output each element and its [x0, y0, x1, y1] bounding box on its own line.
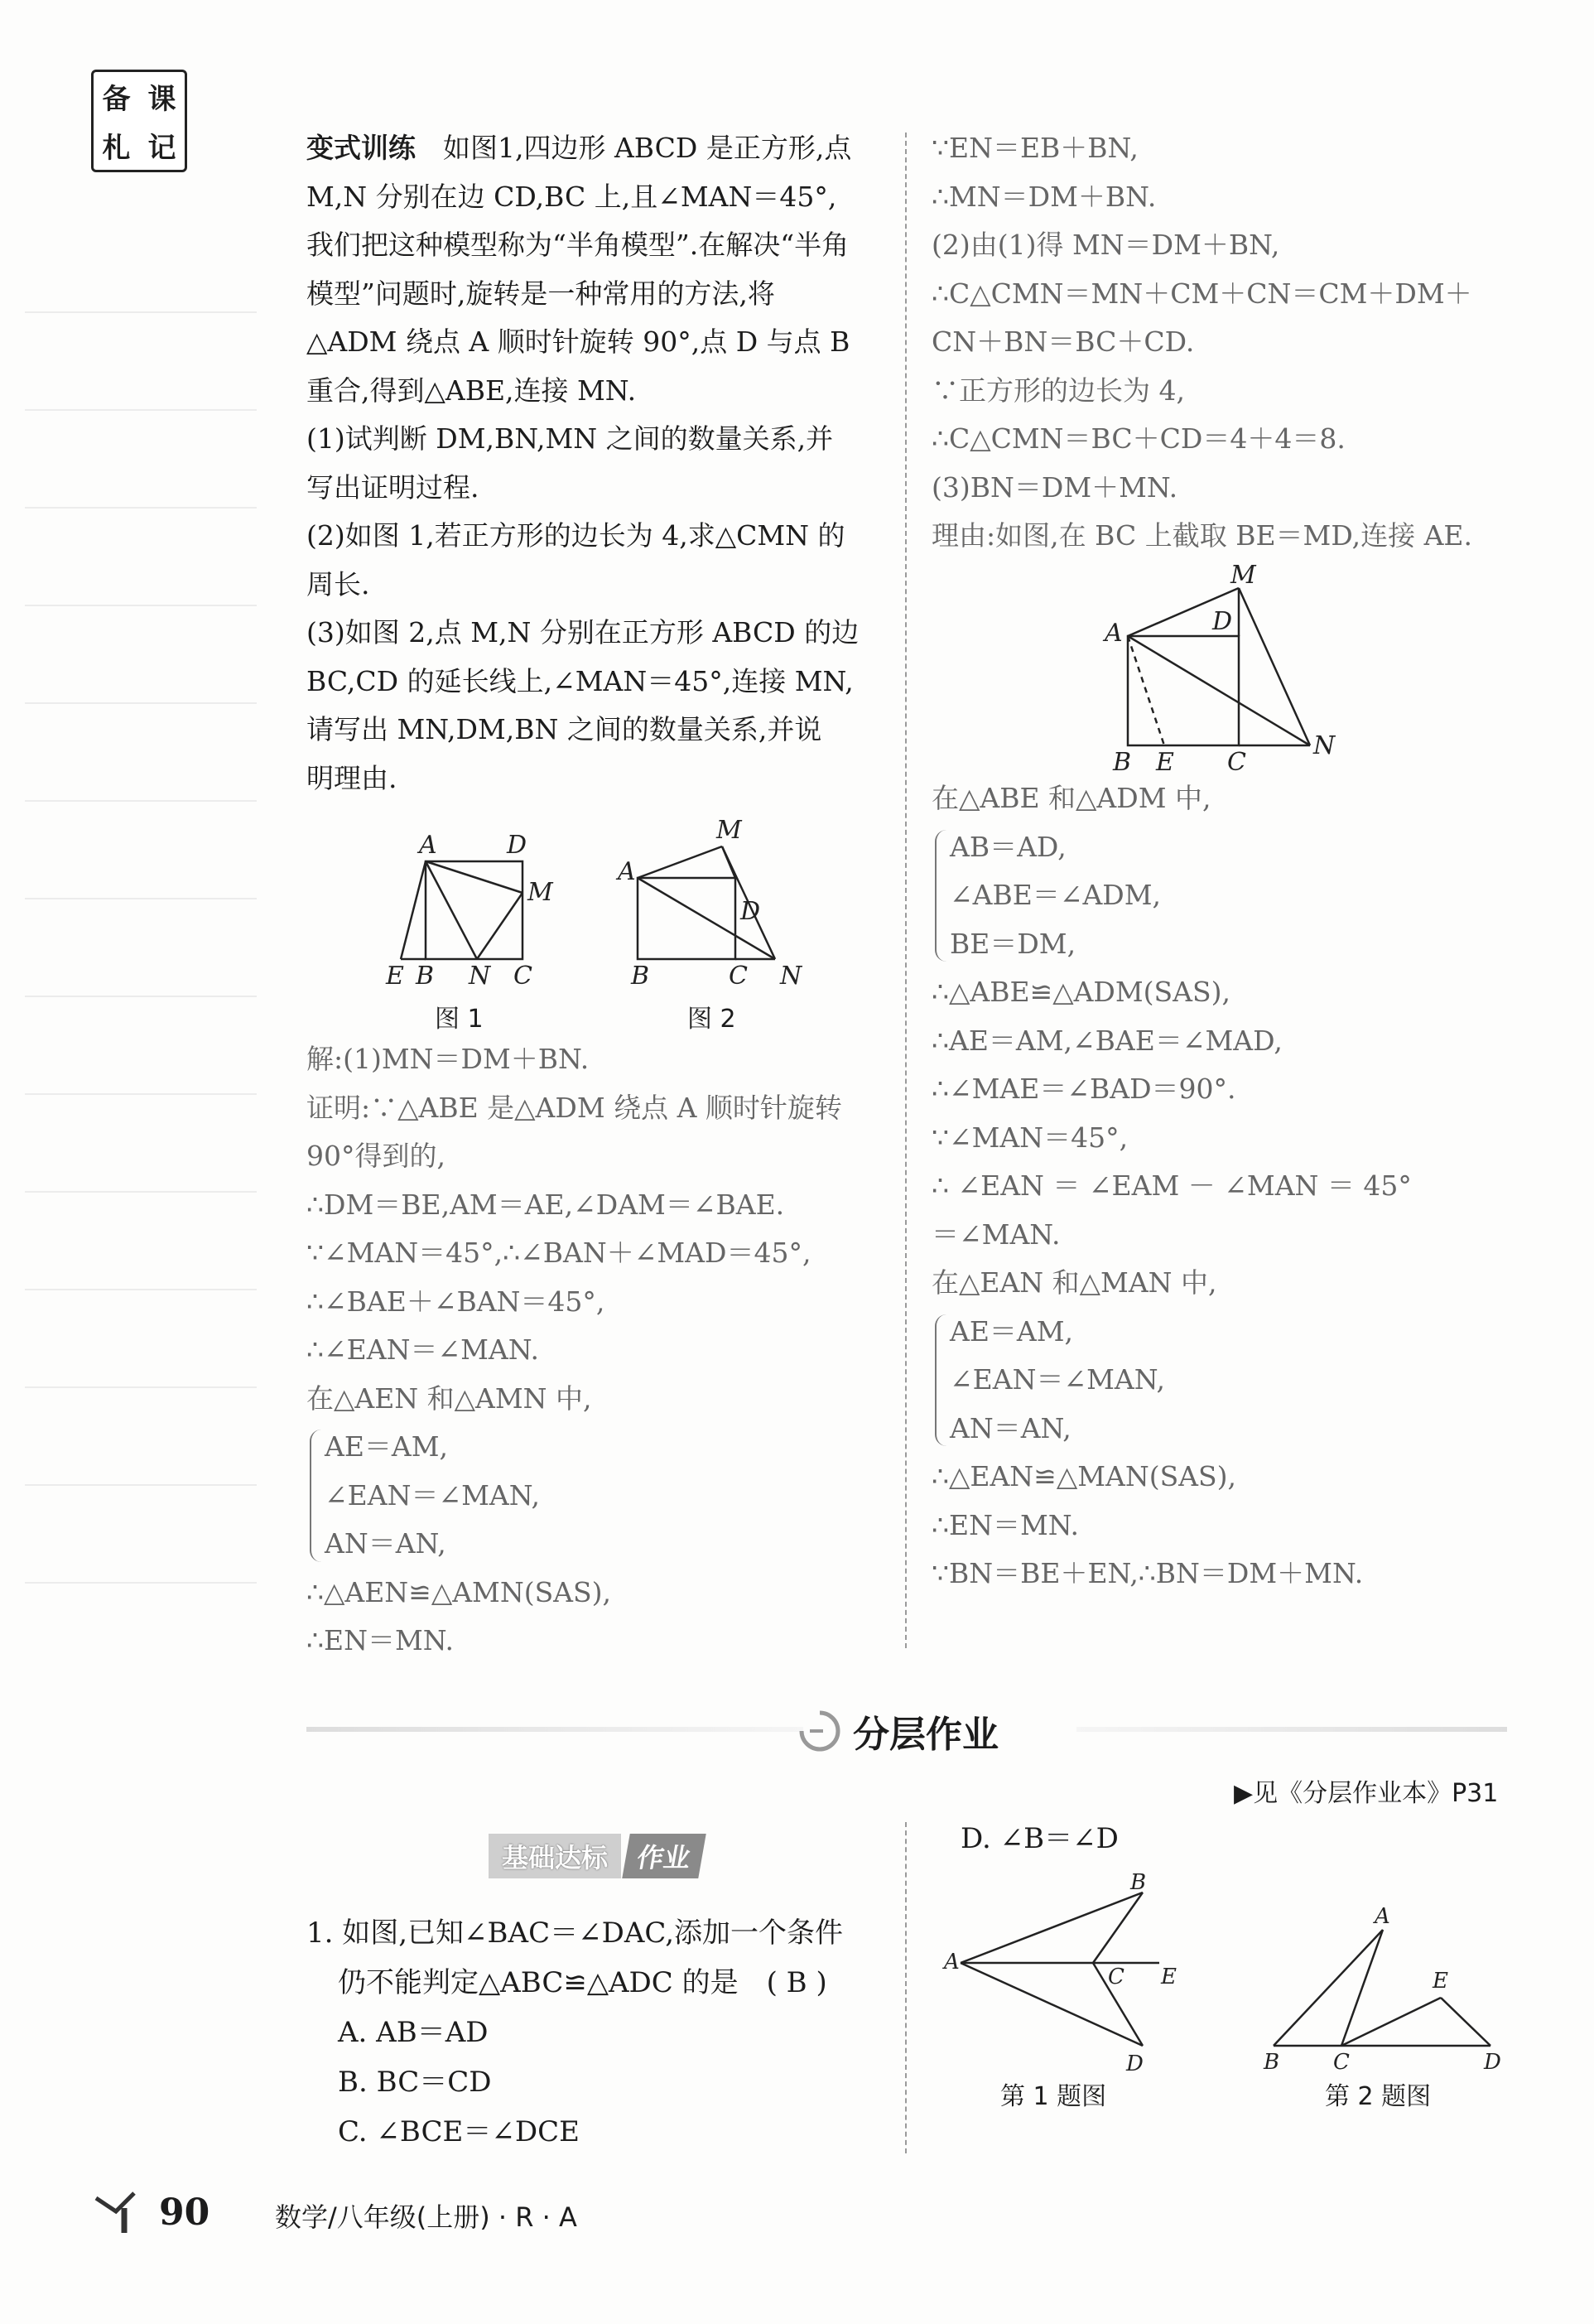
solution-line: ∴∠BAE＋∠BAN＝45°, [306, 1285, 605, 1318]
variant-problem [306, 124, 886, 803]
svg-text:A: A [1375, 1905, 1390, 1929]
problem-line: 写出证明过程. [306, 470, 479, 504]
problem-line: 请写出 MN,DM,BN 之间的数量关系,并说 [306, 713, 822, 745]
solution-part-2 [932, 124, 1528, 561]
svg-text:B: B [1130, 1870, 1147, 1895]
svg-text:A: A [419, 831, 437, 860]
solution-line: ∵BN＝BE＋EN,∴BN＝DM＋MN. [932, 1557, 1364, 1589]
solution-line: ＝∠MAN. [932, 1217, 1061, 1251]
svg-text:A: A [1105, 619, 1123, 648]
solution-line: ∴AE＝AM,∠BAE＝∠MAD, [932, 1024, 1283, 1057]
question-2-figure-caption: 第 2 题图 [1325, 2082, 1432, 2111]
solution-figure [1093, 563, 1358, 779]
section-rule-right [1076, 1727, 1507, 1732]
question-line: 1. 如图,已知∠BAC＝∠DAC,添加一个条件 [306, 1917, 844, 1950]
svg-text:C: C [513, 962, 532, 991]
condition-line: AE＝AM, [325, 1430, 449, 1463]
svg-text:D: D [740, 897, 761, 926]
solution-line: ∴△EAN≌△MAN(SAS), [932, 1460, 1236, 1492]
condition-line: ∠EAN＝∠MAN, [325, 1478, 540, 1512]
figure-2-labels [615, 820, 803, 991]
condition-line: ∠ABE＝∠ADM, [950, 879, 1162, 911]
solution-line: 90°得到的, [306, 1140, 445, 1172]
footer-arrow-icon [91, 2187, 149, 2236]
svg-text:N: N [1313, 731, 1336, 760]
svg-text:B: B [1264, 2050, 1280, 2071]
basic-level-tag [489, 1834, 702, 1878]
solution-line: ∴EN＝MN. [932, 1508, 1080, 1541]
svg-text:M: M [716, 820, 742, 845]
question-line: 仍不能判定△ABC≌△ADC 的是 ( B ) [338, 1966, 827, 1999]
problem-line: M,N 分别在边 CD,BC 上,且∠MAN＝45°, [306, 180, 837, 213]
badge-char: 课 [147, 83, 176, 116]
solution-line: 在△ABE 和△ADM 中, [932, 782, 1211, 814]
section-rule-left [306, 1727, 803, 1732]
solution-line: ∵∠MAN＝45°,∴∠BAN＋∠MAD＝45°, [306, 1237, 811, 1269]
variant-training-heading: 变式训练 [306, 132, 416, 164]
problem-line: (1)试判断 DM,BN,MN 之间的数量关系,并 [306, 422, 834, 455]
option-c: C. ∠BCE＝∠DCE [338, 2115, 580, 2148]
badge-char: 记 [147, 132, 176, 165]
figures-1-2 [373, 820, 836, 1002]
svg-text:E: E [1156, 748, 1174, 777]
option-b: B. BC＝CD [338, 2066, 492, 2099]
option-a: A. AB＝AD [338, 2016, 489, 2049]
svg-text:M: M [527, 878, 553, 907]
solution-line: ∴DM＝BE,AM＝AE,∠DAM＝∠BAE. [306, 1188, 785, 1221]
problem-line: 重合,得到△ABE,连接 MN. [306, 374, 637, 407]
svg-text:B: B [416, 962, 435, 991]
figure-2-caption: 图 2 [687, 1005, 736, 1034]
svg-text:D: D [1212, 607, 1233, 636]
solution-line: ∴△ABE≌△ADM(SAS), [932, 976, 1230, 1008]
book-title: 数学/八年级(上册) · R · A [275, 2201, 577, 2233]
question-1 [306, 1908, 903, 2157]
solution-line: (3)BN＝DM＋MN. [932, 470, 1178, 504]
svg-text:C: C [729, 962, 748, 991]
svg-text:C: C [1108, 1965, 1124, 1989]
solution-line: 证明:∵△ABE 是△ADM 绕点 A 顺时针旋转 [306, 1091, 842, 1124]
svg-text:D: D [507, 831, 527, 860]
solution-line: ∴∠MAE＝∠BAD＝90°. [932, 1073, 1236, 1105]
note-margin-lines [25, 215, 257, 1607]
problem-line: (3)如图 2,点 M,N 分别在正方形 ABCD 的边 [306, 616, 860, 649]
option-d: D. ∠B＝∠D [961, 1822, 1119, 1855]
solution-line: (2)由(1)得 MN＝DM＋BN, [932, 229, 1280, 261]
condition-line: AB＝AD, [950, 830, 1067, 863]
problem-line: (2)如图 1,若正方形的边长为 4,求△CMN 的 [306, 519, 845, 552]
problem-line: 如图1,四边形 ABCD 是正方形,点 [443, 132, 852, 164]
basic-level-label: 基础达标 [489, 1834, 621, 1878]
svg-text:E: E [386, 962, 404, 991]
problem-line: 模型”问题时,旋转是一种常用的方法,将 [306, 277, 775, 310]
solution-line: ∴C△CMN＝BC＋CD＝4＋4＝8. [932, 422, 1346, 455]
solution-line: ∴C△CMN＝MN＋CM＋CN＝CM＋DM＋ [932, 277, 1472, 310]
question-2-figure [1259, 1905, 1524, 2071]
solution-line: 解:(1)MN＝DM＋BN. [306, 1043, 590, 1075]
svg-text:B: B [1113, 748, 1132, 777]
problem-line: 周长. [306, 567, 370, 600]
workbook-reference: ▶见《分层作业本》P31 [1234, 1779, 1499, 1808]
svg-text:C: C [1333, 2050, 1350, 2071]
figure-1-caption: 图 1 [435, 1005, 484, 1034]
svg-text:E: E [1161, 1965, 1177, 1989]
solution-part-1 [306, 1035, 894, 1666]
svg-text:A: A [944, 1950, 960, 1974]
svg-text:N: N [469, 962, 491, 991]
svg-text:M: M [1230, 563, 1256, 590]
question-1-figure-caption: 第 1 题图 [1000, 2082, 1107, 2111]
condition-line: BE＝DM, [950, 927, 1076, 960]
solution-part-3 [932, 774, 1528, 1598]
homework-label: 作业 [622, 1834, 706, 1878]
solution-line: 在△AEN 和△AMN 中, [306, 1381, 592, 1415]
figure-1-diagram [401, 861, 523, 959]
svg-text:D: D [1484, 2050, 1501, 2071]
condition-line: ∠EAN＝∠MAN, [950, 1363, 1165, 1396]
solution-line: ∴ ∠EAN ＝ ∠EAM － ∠MAN ＝ 45° [932, 1169, 1412, 1202]
svg-text:C: C [1227, 748, 1246, 777]
question-1-figure [936, 1868, 1201, 2075]
svg-text:D: D [1126, 2052, 1144, 2075]
solution-line: ∵∠MAN＝45°, [932, 1121, 1129, 1154]
problem-line: 我们把这种模型称为“半角模型”.在解决“半角 [306, 229, 850, 261]
solution-line: ∴∠EAN＝∠MAN. [306, 1333, 539, 1366]
condition-line: AE＝AM, [950, 1314, 1074, 1348]
section-swirl-icon [795, 1706, 845, 1756]
badge-char: 备 [102, 83, 131, 116]
condition-line: AN＝AN, [950, 1411, 1071, 1444]
column-divider-top [905, 133, 907, 1648]
section-title: 分层作业 [853, 1714, 999, 1756]
svg-text:A: A [618, 857, 636, 886]
column-divider-bottom [905, 1822, 907, 2153]
solution-line: 理由:如图,在 BC 上截取 BE＝MD,连接 AE. [932, 519, 1472, 552]
badge-char: 札 [102, 132, 131, 165]
solution-line: CN＋BN＝BC＋CD. [932, 325, 1195, 358]
svg-text:N: N [780, 962, 802, 991]
page-number: 90 [159, 2191, 210, 2234]
solution-line: ∵正方形的边长为 4, [932, 374, 1185, 407]
solution-line: ∵EN＝EB＋BN, [932, 132, 1139, 164]
system-of-conditions [932, 823, 1528, 969]
system-of-conditions [306, 1423, 894, 1569]
solution-line: 在△EAN 和△MAN 中, [932, 1266, 1217, 1299]
figure-1-labels [385, 831, 554, 991]
problem-line: BC,CD 的延长线上,∠MAN＝45°,连接 MN, [306, 664, 854, 697]
solution-line: ∴△AEN≌△AMN(SAS), [306, 1575, 611, 1608]
svg-text:B: B [631, 962, 650, 991]
solution-line: ∴EN＝MN. [306, 1624, 455, 1656]
svg-text:E: E [1433, 1969, 1448, 1994]
solution-line: ∴MN＝DM＋BN. [932, 180, 1157, 213]
problem-line: △ADM 绕点 A 顺时针旋转 90°,点 D 与点 B [306, 325, 850, 358]
system-of-conditions [932, 1308, 1528, 1454]
problem-line: 明理由. [306, 761, 397, 794]
lesson-notes-badge [91, 70, 187, 172]
condition-line: AN＝AN, [325, 1527, 446, 1560]
